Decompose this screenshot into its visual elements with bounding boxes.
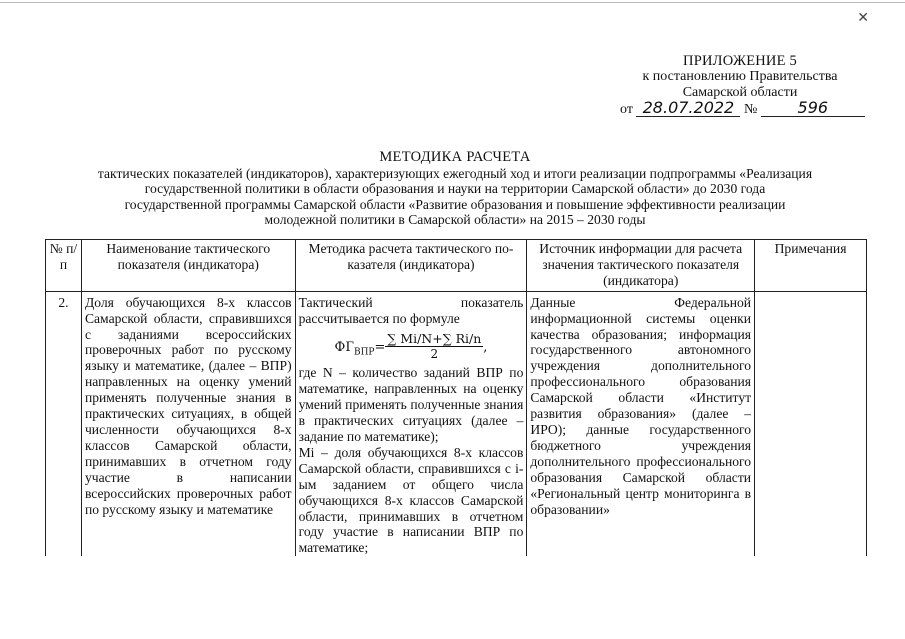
- header-source: Источник информации для расчета значения тактического показателя (индикатора): [527, 240, 755, 292]
- subtitle-line-2: государственной политики в области образования и науки на территории Самарской области» до 2030 года: [144, 181, 766, 196]
- subtitle-line-4: молодежной политики в Самарской области» на 2015 – 2030 годы: [264, 212, 646, 227]
- formula: $ФГ_{ВПР}=$ $\frac{\sum Mi/N+\sum Ri/n}{2}$ ,: [334, 330, 488, 362]
- row-indicator-name: Доля обучающихся 8-х классов Самарской области, справившихся с заданиями всероссийских проверочных работ по русскому языку и математике, (далее – ВПР) направленных на оценку умений применять полученные знания в практических ситуациях, в общей численности обучающихся 8-х классов Самарской области, принимавших в отчетном году участие в написании всероссийских проверочных работ по русскому языку и математике: [81, 291, 295, 556]
- method-intro: Тактический показатель рассчитывается по формуле: [298, 294, 524, 326]
- appendix-line-1: к постановлению Правительства: [642, 69, 838, 84]
- handwritten-date: 28.07.2022: [636, 100, 740, 117]
- row-source: Данные Федеральной информационной системы оценки качества образования; информация государственного автономного учреждения дополнительного профессионального образования Самарской области «Институт развития образования» (далее – ИРО); данные государственного бюджетного учреждения дополнительного профессионального образования Самарской области «Региональный центр мониторинга в образовании»: [527, 291, 755, 556]
- appendix-line-2: Самарской области: [682, 85, 798, 100]
- number-label: №: [743, 102, 758, 117]
- formula-fraction: [385, 331, 483, 364]
- header-name: Наименование тактического показателя (индикатора): [81, 240, 295, 292]
- method-mi-definition: Mi – доля обучающихся 8-х классов Самарской области, справившихся с i-ым заданием от общего числа обучающихся 8-х классов Самарской области, принимавших в отчетном году участие в написании ВПР по математике;: [298, 444, 524, 556]
- row-num: 2.: [46, 291, 82, 556]
- table-header-row: [46, 240, 867, 292]
- header-num: № п/п: [46, 240, 82, 292]
- close-icon[interactable]: ✕: [857, 11, 869, 26]
- formula-lhs: ФГ: [334, 339, 354, 355]
- appendix-header: [600, 53, 880, 101]
- header-method: Методика расчета тактического по-казателя (индикатора): [295, 240, 527, 292]
- formula-lhs-sub: ВПР: [353, 347, 375, 358]
- row-method-cell: [295, 291, 527, 556]
- formula-denominator: 2: [430, 347, 439, 362]
- method-n-definition: где N – количество заданий ВПР по математике, направленных на оценку умений применять полученные знания в практических ситуациях (далее – задание по математике);: [298, 365, 524, 444]
- table-row: [46, 291, 867, 556]
- appendix-title: ПРИЛОЖЕНИЕ 5: [683, 53, 797, 69]
- indicator-table: [45, 239, 867, 556]
- handwritten-number: 596: [761, 100, 865, 117]
- row-notes: [755, 291, 867, 556]
- subtitle-line-1: тактических показателей (индикаторов), характеризующих ежегодный ход и итоги реализации подпрограммы «Реализация: [97, 165, 813, 181]
- from-label: от: [620, 102, 633, 117]
- document-title-block: [40, 150, 870, 228]
- header-notes: Примечания: [755, 240, 867, 292]
- decree-date-number: [620, 100, 865, 118]
- page-top-edge: [0, 2, 905, 3]
- subtitle-line-3: государственной программы Самарской области «Развитие образования и повышение эффективности реализации: [124, 196, 786, 212]
- formula-numerator: ∑ Mi/N+∑ Ri/n: [387, 330, 482, 346]
- document-title: МЕТОДИКА РАСЧЕТА: [379, 149, 531, 165]
